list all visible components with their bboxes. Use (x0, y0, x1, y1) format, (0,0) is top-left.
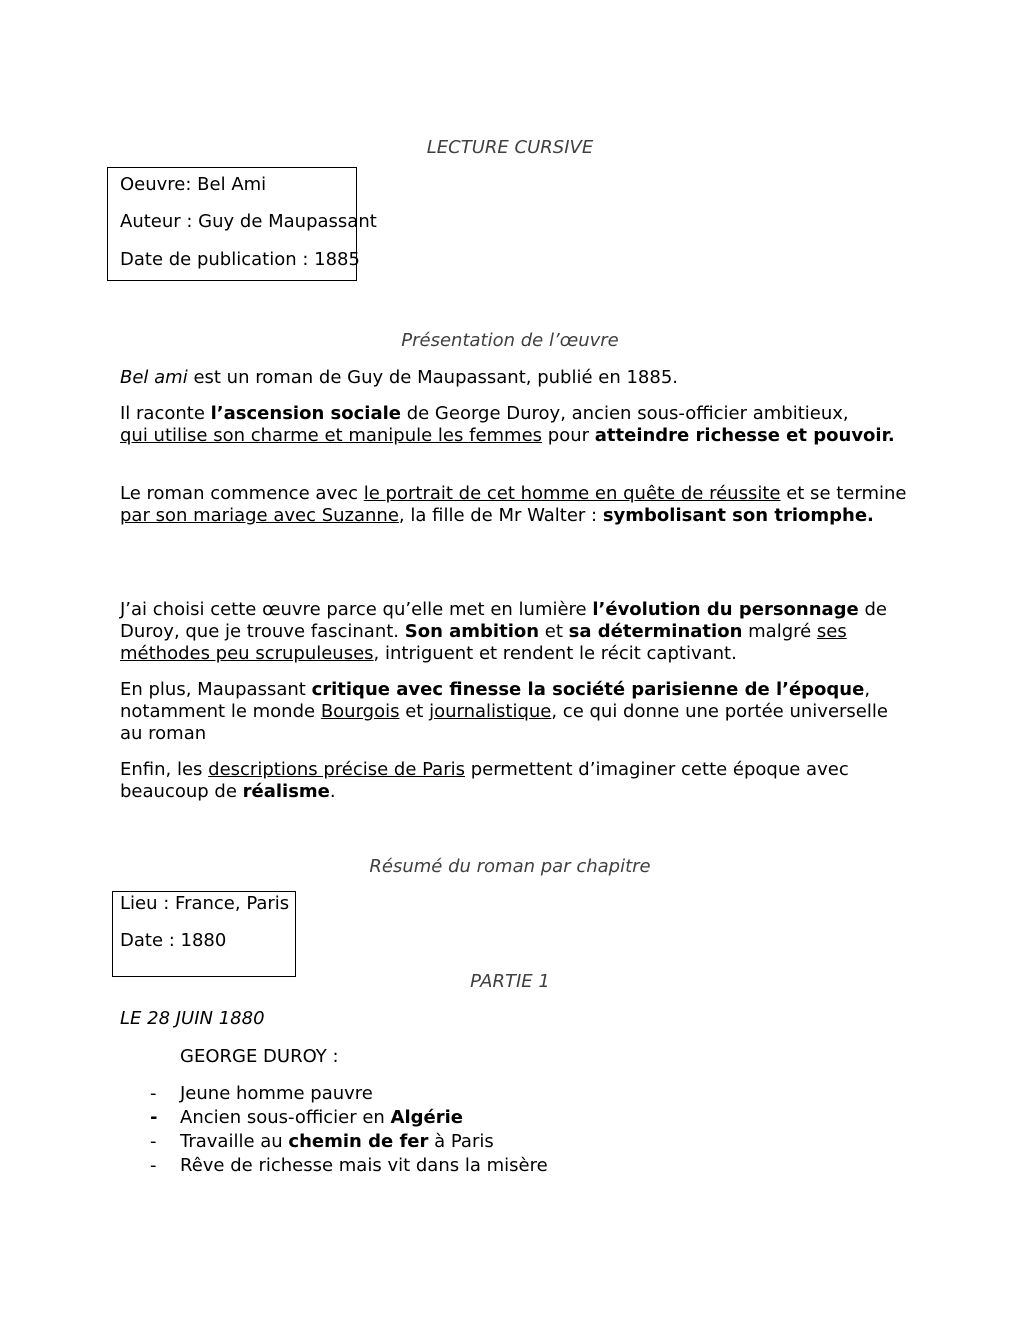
resume-heading: Résumé du roman par chapitre (369, 856, 651, 877)
bullet-dash: - (150, 1107, 158, 1128)
paragraph-descriptions: Enfin, les descriptions précise de Paris permettent d’imaginer cette époque avec beaucoup de réalisme. (120, 759, 849, 802)
bullet-dash: - (150, 1083, 157, 1104)
bullet-item: Jeune homme pauvre (180, 1083, 373, 1104)
document-title: LECTURE CURSIVE (426, 137, 594, 158)
info-auteur: Auteur : Guy de Maupassant (120, 211, 377, 232)
paragraph-ascension: Il raconte l’ascension sociale de George Duroy, ancien sous-officier ambitieux, qui utilise son charme et manipule les femmes pour atteindre richesse et pouvoir. (120, 403, 895, 446)
presentation-heading: Présentation de l’œuvre (401, 330, 619, 351)
date: Date : 1880 (120, 930, 227, 951)
bullet-item: Ancien sous-officier en Algérie (180, 1107, 463, 1128)
date-heading: LE 28 JUIN 1880 (120, 1008, 265, 1029)
info-oeuvre: Oeuvre: Bel Ami (120, 174, 267, 195)
paragraph-choix: J’ai choisi cette œuvre parce qu’elle met en lumière l’évolution du personnage de Duroy, que je trouve fascinant. Son ambition et sa détermination malgré ses méthodes peu scrupuleuses, intriguent et rendent le récit captivant. (120, 599, 887, 664)
paragraph-intro: Bel ami est un roman de Guy de Maupassant, publié en 1885. (120, 367, 679, 388)
bullet-item: Rêve de richesse mais vit dans la misère (180, 1155, 548, 1176)
info-date: Date de publication : 1885 (120, 249, 360, 270)
paragraph-roman: Le roman commence avec le portrait de cet homme en quête de réussite et se termine par son mariage avec Suzanne, la fille de Mr Walter : symbolisant son triomphe. (120, 483, 907, 526)
lieu: Lieu : France, Paris (120, 893, 290, 914)
bullet-item: Travaille au chemin de fer à Paris (180, 1131, 494, 1152)
bullet-dash: - (150, 1155, 157, 1176)
bullet-dash: - (150, 1131, 157, 1152)
partie-heading: PARTIE 1 (470, 971, 550, 992)
character-name: GEORGE DUROY : (180, 1046, 339, 1067)
paragraph-critique: En plus, Maupassant critique avec finesse la société parisienne de l’époque, notamment le monde Bourgois et journalistique, ce qui donne une portée universelle au roman (120, 679, 888, 744)
